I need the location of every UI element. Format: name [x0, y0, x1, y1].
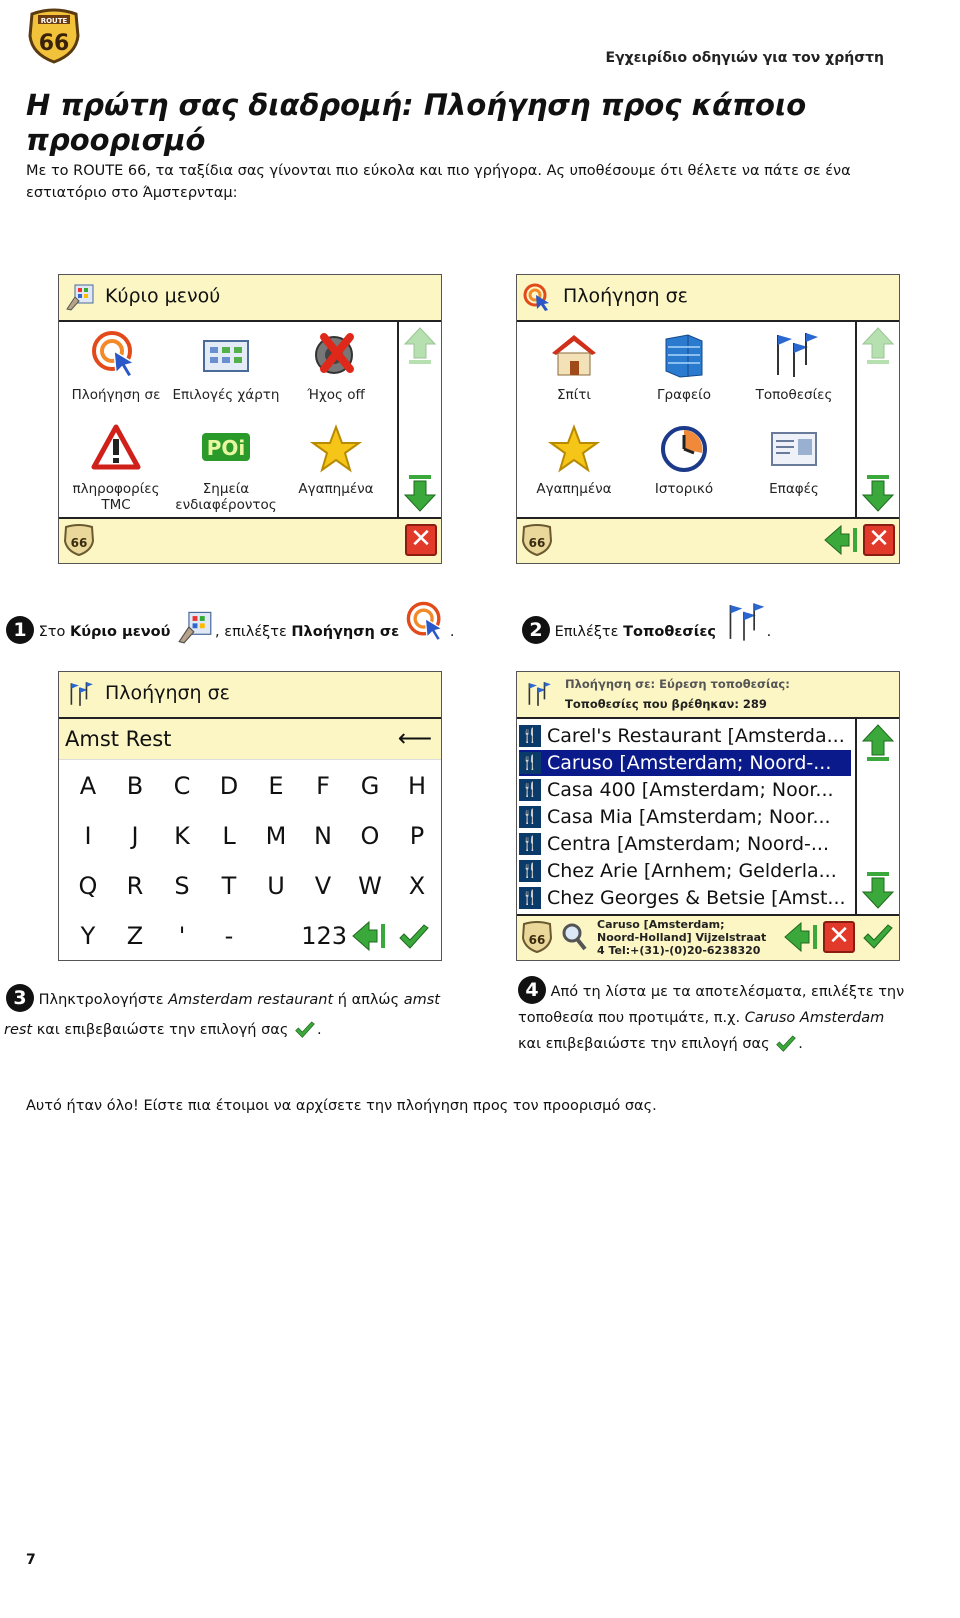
results-count: Τοποθεσίες που βρέθηκαν: 289: [565, 697, 767, 711]
key-F[interactable]: F: [316, 772, 330, 800]
main-menu-icon: [175, 610, 215, 644]
arrow-down-icon[interactable]: [403, 473, 437, 513]
key-Y[interactable]: Y: [80, 922, 96, 950]
poi-icon: [200, 423, 252, 475]
key-I[interactable]: I: [84, 822, 92, 850]
close-icon[interactable]: ✕: [863, 524, 895, 556]
step-number: 3: [6, 984, 34, 1012]
screen-title: Κύριο μενού: [105, 285, 221, 307]
arrow-up-icon[interactable]: [403, 326, 437, 366]
key-D[interactable]: D: [219, 772, 239, 800]
scroll-sidebar: [855, 322, 899, 517]
menu-home[interactable]: [519, 329, 629, 403]
key-Q[interactable]: Q: [78, 872, 98, 900]
key-V[interactable]: V: [314, 872, 332, 900]
key-W[interactable]: W: [358, 872, 382, 900]
key-S[interactable]: S: [174, 872, 190, 900]
arrow-down-icon[interactable]: [861, 870, 895, 910]
flags-icon: [768, 329, 820, 381]
menu-favorites[interactable]: [281, 423, 391, 497]
clock-icon: [658, 423, 710, 475]
screen-footer: [517, 914, 899, 960]
house-icon: [548, 329, 600, 381]
step-number: 1: [6, 616, 34, 644]
key-M[interactable]: M: [265, 822, 287, 850]
step-4-caption: 4 Από τη λίστα με τα αποτελέσματα, επιλέξτε την τοποθεσία που προτιμάτε, π.χ. Caruso Amsterdam και επιβεβαιώστε την επιλογή σας .: [518, 976, 938, 1057]
menu-label: Ιστορικό: [654, 481, 714, 497]
back-arrow-icon[interactable]: [823, 524, 859, 556]
restaurant-icon: 🍴: [519, 752, 541, 774]
star-icon: [310, 423, 362, 475]
speaker-mute-icon: [310, 329, 362, 381]
arrow-up-icon[interactable]: [861, 326, 895, 366]
route66-badge-icon: [521, 920, 553, 954]
confirm-check-icon: [293, 1020, 317, 1040]
main-menu-icon: [65, 283, 95, 311]
menu-label: Αγαπημένα: [536, 481, 612, 497]
search-field[interactable]: [59, 719, 441, 760]
key-T[interactable]: T: [221, 872, 237, 900]
key-E[interactable]: E: [268, 772, 284, 800]
menu-history[interactable]: [629, 423, 739, 497]
screen-footer: [517, 517, 899, 563]
restaurant-icon: 🍴: [519, 725, 541, 747]
step-1-caption: 1 Στο Κύριο μενού , επιλέξτε Πλοήγηση σε .: [6, 600, 506, 644]
confirm-check-icon[interactable]: [397, 922, 431, 952]
screenshot-results: [516, 671, 900, 961]
result-label: Chez Georges & Betsie [Amst...: [547, 887, 846, 909]
confirm-check-icon[interactable]: [861, 922, 895, 952]
result-label: Centra [Amsterdam; Noord-...: [547, 833, 830, 855]
back-arrow-icon[interactable]: [351, 920, 387, 952]
scroll-sidebar: [397, 322, 441, 517]
results-title: Πλοήγηση σε: Εύρεση τοποθεσίας:: [565, 677, 790, 691]
menu-map-options[interactable]: [171, 329, 281, 403]
close-icon[interactable]: ✕: [823, 921, 855, 953]
key-numeric[interactable]: 123: [301, 922, 347, 950]
flags-icon: [523, 680, 553, 708]
contacts-card-icon: [768, 423, 820, 475]
menu-label: Αγαπημένα: [298, 481, 374, 497]
route66-badge-icon: [63, 523, 95, 557]
step-number: 2: [522, 616, 550, 644]
outro-text: Αυτό ήταν όλο! Είστε πια έτοιμοι να αρχίσετε την πλοήγηση προς τον προορισμό σας.: [26, 1098, 657, 1114]
screen-header: [517, 275, 899, 322]
target-cursor-icon: [523, 283, 553, 311]
keyboard: [59, 762, 441, 960]
restaurant-icon: 🍴: [519, 860, 541, 882]
arrow-down-icon[interactable]: [861, 473, 895, 513]
intro-text: Με το ROUTE 66, τα ταξίδια σας γίνονται πιο εύκολα και πιο γρήγορα. Ας υποθέσουμε ότι θέλετε να πάτε σε ένα εστιατόριο στο Άμστερνταμ:: [26, 163, 851, 201]
menu-label: Γραφείο: [656, 387, 712, 403]
key-U[interactable]: U: [267, 872, 285, 900]
map-options-icon: [200, 329, 252, 381]
result-label: Casa Mia [Amsterdam; Noor...: [547, 806, 831, 828]
result-label: Carel's Restaurant [Amsterda...: [547, 725, 845, 747]
menu-sound-off[interactable]: [281, 329, 391, 403]
menu-label: Επιλογές χάρτη: [172, 387, 280, 403]
result-detail: Caruso [Amsterdam; Noord-Holland] Vijzelstraat 4 Tel:+(31)-(0)20-6238320: [597, 918, 767, 957]
restaurant-icon: 🍴: [519, 779, 541, 801]
scroll-sidebar: [855, 719, 899, 914]
svg-text:ROUTE: ROUTE: [40, 17, 68, 25]
key-B[interactable]: B: [126, 772, 144, 800]
menu-label: πληροφορίες TMC: [72, 481, 160, 513]
screen-footer: [59, 517, 441, 563]
step-3-caption: 3 Πληκτρολογήστε Amsterdam restaurant ή απλώς amst rest και επιβεβαιώστε την επιλογή σας .: [4, 984, 504, 1045]
menu-poi[interactable]: [171, 423, 281, 513]
screen-header: [517, 672, 899, 719]
key-Z[interactable]: Z: [126, 922, 144, 950]
result-row[interactable]: [519, 804, 851, 830]
page-title: Η πρώτη σας διαδρομή: Πλοήγηση προς κάποιο προορισμό: [26, 88, 807, 157]
restaurant-icon: 🍴: [519, 887, 541, 909]
back-arrow-icon[interactable]: [783, 921, 819, 953]
svg-text:66: 66: [38, 31, 70, 56]
result-row[interactable]: [519, 831, 851, 857]
key-G[interactable]: G: [360, 772, 380, 800]
key-P[interactable]: P: [409, 822, 425, 850]
svg-text:66: 66: [528, 536, 546, 550]
result-label: Chez Arie [Arnhem; Gelderla...: [547, 860, 837, 882]
results-list: [517, 719, 855, 911]
result-row[interactable]: [519, 777, 851, 803]
screenshot-main-menu: [58, 274, 442, 564]
menu-label: Τοποθεσίες: [755, 387, 833, 403]
manual-title: Εγχειρίδιο οδηγιών για τον χρήστη: [605, 50, 884, 66]
result-row[interactable]: [519, 885, 851, 911]
svg-text:66: 66: [528, 933, 546, 947]
target-cursor-icon: [404, 600, 450, 644]
screen-title: Πλοήγηση σε: [105, 682, 230, 704]
svg-text:POi: POi: [206, 436, 246, 460]
key--[interactable]: -: [224, 922, 234, 950]
key-H[interactable]: H: [407, 772, 427, 800]
restaurant-icon: 🍴: [519, 833, 541, 855]
svg-text:66: 66: [70, 536, 88, 550]
key-K[interactable]: K: [174, 822, 190, 850]
key-A[interactable]: A: [79, 772, 97, 800]
search-input-value: Amst Rest: [65, 727, 172, 751]
menu-contacts[interactable]: [739, 423, 849, 497]
restaurant-icon: 🍴: [519, 806, 541, 828]
flags-icon: [65, 680, 95, 708]
key-N[interactable]: N: [314, 822, 332, 850]
result-label: Caruso [Amsterdam; Noord-...: [547, 752, 832, 774]
result-row[interactable]: [519, 750, 851, 776]
screen-header: [59, 672, 441, 719]
key-O[interactable]: O: [360, 822, 380, 850]
close-icon[interactable]: ✕: [405, 524, 437, 556]
menu-label: Σπίτι: [557, 387, 591, 403]
route66-logo: [26, 6, 82, 64]
key-R[interactable]: R: [126, 872, 144, 900]
step-number: 4: [518, 976, 546, 1004]
arrow-up-icon[interactable]: [861, 723, 895, 763]
screenshot-navigate-to: [516, 274, 900, 564]
result-row[interactable]: [519, 858, 851, 884]
confirm-check-icon: [774, 1034, 798, 1054]
key-J[interactable]: J: [131, 822, 139, 850]
menu-office[interactable]: [629, 329, 739, 403]
result-label: Casa 400 [Amsterdam; Noor...: [547, 779, 834, 801]
key-L[interactable]: L: [222, 822, 236, 850]
step-2-caption: 2 Επιλέξτε Τοποθεσίες .: [522, 600, 942, 644]
screen-header: [59, 275, 441, 322]
key-X[interactable]: X: [408, 872, 426, 900]
menu-tmc-info[interactable]: [61, 423, 171, 513]
screenshot-keyboard: [58, 671, 442, 961]
route66-badge-icon: [521, 523, 553, 557]
menu-navigate-to[interactable]: [61, 329, 171, 403]
key-C[interactable]: C: [173, 772, 191, 800]
menu-label: Ήχος off: [307, 387, 365, 403]
warning-triangle-icon: [90, 423, 142, 475]
office-building-icon: [658, 329, 710, 381]
menu-label: Πλοήγηση σε: [71, 387, 161, 403]
target-cursor-icon: [90, 329, 142, 381]
menu-locations[interactable]: [739, 329, 849, 403]
magnifier-icon[interactable]: [561, 922, 587, 952]
flags-icon: [721, 600, 767, 644]
backspace-icon[interactable]: ⟵: [397, 724, 433, 752]
screen-title: Πλοήγηση σε: [563, 285, 688, 307]
menu-label: Επαφές: [769, 481, 819, 497]
result-row[interactable]: [519, 723, 851, 749]
key-'[interactable]: ': [178, 922, 186, 950]
page-number: 7: [26, 1552, 36, 1568]
star-icon: [548, 423, 600, 475]
menu-favorites[interactable]: [519, 423, 629, 497]
menu-label: Σημεία ενδιαφέροντος: [175, 481, 277, 513]
